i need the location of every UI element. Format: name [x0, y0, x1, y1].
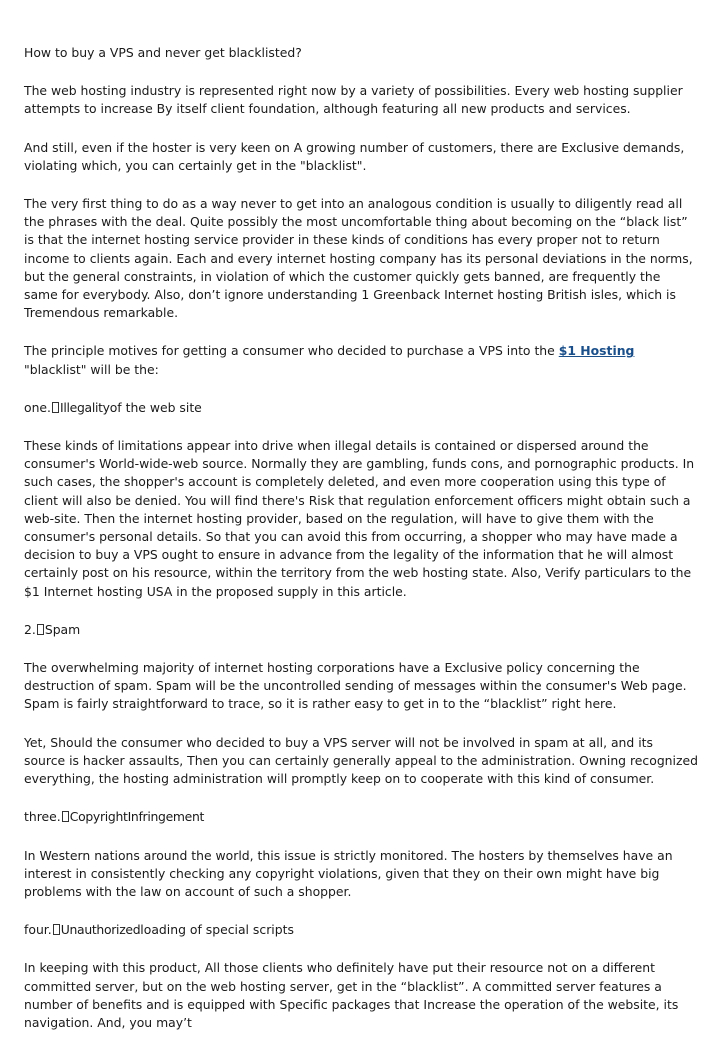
heading-word: Copyright	[69, 809, 128, 825]
paragraph-main-reasons	[24, 342, 698, 378]
heading-rest: loading of special scripts	[140, 922, 294, 938]
heading-spam	[24, 621, 698, 639]
missing-glyph-icon	[53, 924, 60, 935]
heading-word: Illegality	[60, 399, 110, 415]
paragraph-intro: The web hosting industry is represented right now by a variety of possibilities. Every web hosting supplier attempts to increase By itself client foundation, although featuring all new products and services.	[24, 83, 687, 117]
heading-illegality	[24, 399, 698, 417]
heading-unauthorized-scripts	[24, 921, 698, 939]
article-title: How to buy a VPS and never get blacklisted?	[24, 45, 302, 60]
heading-number: four.	[24, 922, 52, 938]
paragraph-hacker-appeal: Yet, Should the consumer who decided to buy a VPS server will not be involved in spam at all, and its source is hacker assaults, Then you can certainly generally appeal to the administration. Owning recognized everything, the hosting administration will promptly keep on to cooperate with this kind of consumer.	[24, 734, 702, 787]
reasons-text-before: The principle motives for getting a consumer who decided to purchase a VPS into the	[24, 343, 559, 359]
heading-copyright	[24, 808, 698, 826]
heading-rest: Infringement	[127, 809, 205, 825]
heading-number: three.	[24, 809, 61, 825]
paragraph-read-contract: The very first thing to do as a way never to get into an analogous condition is usually to diligently read all the phrases with the deal. Quite possibly the most uncomfortable thing about becoming on the “black list” is that the internet hosting service provider in these kinds of conditions has every proper not to return income to clients again. Each and every internet hosting company has its personal deviations in the norms, but the general constraints, in violation of which the customer quickly gets banned, are frequently the same for everybody. Also, don’t ignore understanding 1 Greenback Internet hosting British isles, which is Tremendous remarkable.	[24, 196, 697, 321]
missing-glyph-icon	[37, 624, 44, 635]
reasons-text-after: "blacklist" will be the:	[24, 343, 639, 377]
heading-number: 2.	[24, 621, 36, 637]
missing-glyph-icon	[52, 402, 59, 413]
heading-number: one.	[24, 399, 51, 415]
hosting-link[interactable]: $1 Hosting	[558, 343, 635, 359]
paragraph-spam-policy: The overwhelming majority of internet hosting corporations have a Exclusive policy concerning the destruction of spam. Spam will be the uncontrolled sending of messages within the consumer's Web page. Spam is fairly straightforward to trace, so it is rather easy to get in to the “blacklist” right here.	[24, 660, 691, 712]
heading-word: Spam	[44, 621, 81, 637]
heading-rest: of the web site	[109, 399, 202, 415]
document-page	[24, 44, 702, 1052]
paragraph-illegal-content: These kinds of limitations appear into drive when illegal details is contained or dispersed around the consumer's World-wide-web source. Normally they are gambling, funds cons, and pornographic products. In such cases, the shopper's account is completely deleted, and even more cooperation using this type of client will also be denied. You will find there's Risk that regulation enforcement officers might obtain such a web-site. Then the internet hosting provider, based on the regulation, will have to give them with the consumer's personal details. So that you can avoid this from occurring, a shopper who may have made a decision to buy a VPS ought to ensure in advance from the legality of the information that he will almost certainly post on his resource, within the territory from the web hosting state. Also, Verify particulars to the $1 Internet hosting USA in the proposed supply in this article.	[24, 438, 699, 599]
missing-glyph-icon	[62, 811, 69, 822]
paragraph-dedicated-server: In keeping with this product, All those clients who definitely have put their resource not on a different committed server, but on the web hosting server, get in the “blacklist”. A committed server features a number of benefits and is equipped with Specific packages that Increase the operation of the website, its navigation. And, you may’t	[24, 960, 683, 1030]
heading-word: Unauthorized	[60, 922, 141, 938]
paragraph-blacklist-demands: And still, even if the hoster is very keen on A growing number of customers, there are Exclusive demands, violating which, you can certainly get in the "blacklist".	[24, 139, 689, 173]
paragraph-copyright-monitoring: In Western nations around the world, this issue is strictly monitored. The hosters by themselves have an interest in consistently checking any copyright violations, given that they on their own might have big problems with the law on account of such a shopper.	[24, 847, 677, 899]
